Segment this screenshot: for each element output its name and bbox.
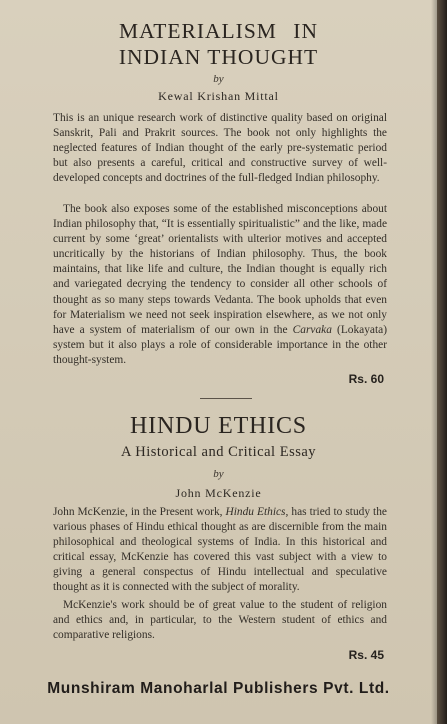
book2-paragraph-1-text-b: has tried to study the various phases of Hindu ethical thought as are discernible from the main philosophical and theological systems of India. In this historical and critical essay, McKenzie has covered this vast subject with a view to giving a general conspectus of Hindu intellectual and speculative thought as it is connected with the subject of morality. xyxy=(53,506,387,594)
book1-paragraph-1: This is an unique research work of distinctive quality based on original Sanskrit, Pali and Prakrit sources. The book not only highlights the neglected features of Indian thought of the early pre-systematic period but also presents a careful, critical and constructive survey of well-developed concepts and doctrines of the full-fledged Indian philosophy. xyxy=(53,112,387,185)
book1-by: by xyxy=(213,73,224,85)
book2-paragraph-1 xyxy=(53,505,387,596)
book1-paragraph-2-italic: Carvaka xyxy=(292,323,332,336)
publisher-name: Munshiram Manoharlal Publishers Pvt. Ltd. xyxy=(47,680,390,697)
book2-paragraph-1-text-a: John McKenzie, in the Present work, xyxy=(53,506,226,518)
book2-by: by xyxy=(213,468,224,480)
book1-price: Rs. 60 xyxy=(348,372,384,386)
book1-paragraph-2 xyxy=(53,202,387,368)
book1-paragraph-2-text-b: (Lokayata) system but it also plays a role of considerable importance in the other thought-system. xyxy=(53,323,387,366)
book2-price: Rs. 45 xyxy=(348,648,384,662)
section-divider xyxy=(200,398,252,399)
book2-subtitle: A Historical and Critical Essay xyxy=(120,444,317,460)
book2-paragraph-1-italic: Hindu Ethics, xyxy=(225,506,289,518)
book1-paragraph-2-text-a: The book also exposes some of the established misconceptions about Indian philosophy that, “It is essentially spiritualistic” and the like, made current by some ‘great’ orientalists with ulterior motives and accepted uncritically by the historians of Indian philosophy. Thus, the book maintains, that like life and culture, the Indian thought is equally rich and variegated decrying the tendency to consider all other schools of thought as so many steps towards Vedanta. The book upholds that even for Materialism we need not seek inspiration elsewhere, as we not only have a system of materialism of our own in the xyxy=(53,203,387,336)
book2-paragraph-2: McKenzie's work should be of great value to the student of religion and ethics and, in particular, to the Western student of ethics and comparative religions. xyxy=(53,599,387,642)
book1-title-line1: MATERIALISM IN xyxy=(119,19,318,43)
book-spine-edge xyxy=(437,0,447,724)
book1-title-line2: INDIAN THOUGHT xyxy=(118,45,319,69)
book2-title: HINDU ETHICS xyxy=(130,413,307,439)
book2-author: John McKenzie xyxy=(175,486,262,500)
book1-author: Kewal Krishan Mittal xyxy=(158,89,279,103)
